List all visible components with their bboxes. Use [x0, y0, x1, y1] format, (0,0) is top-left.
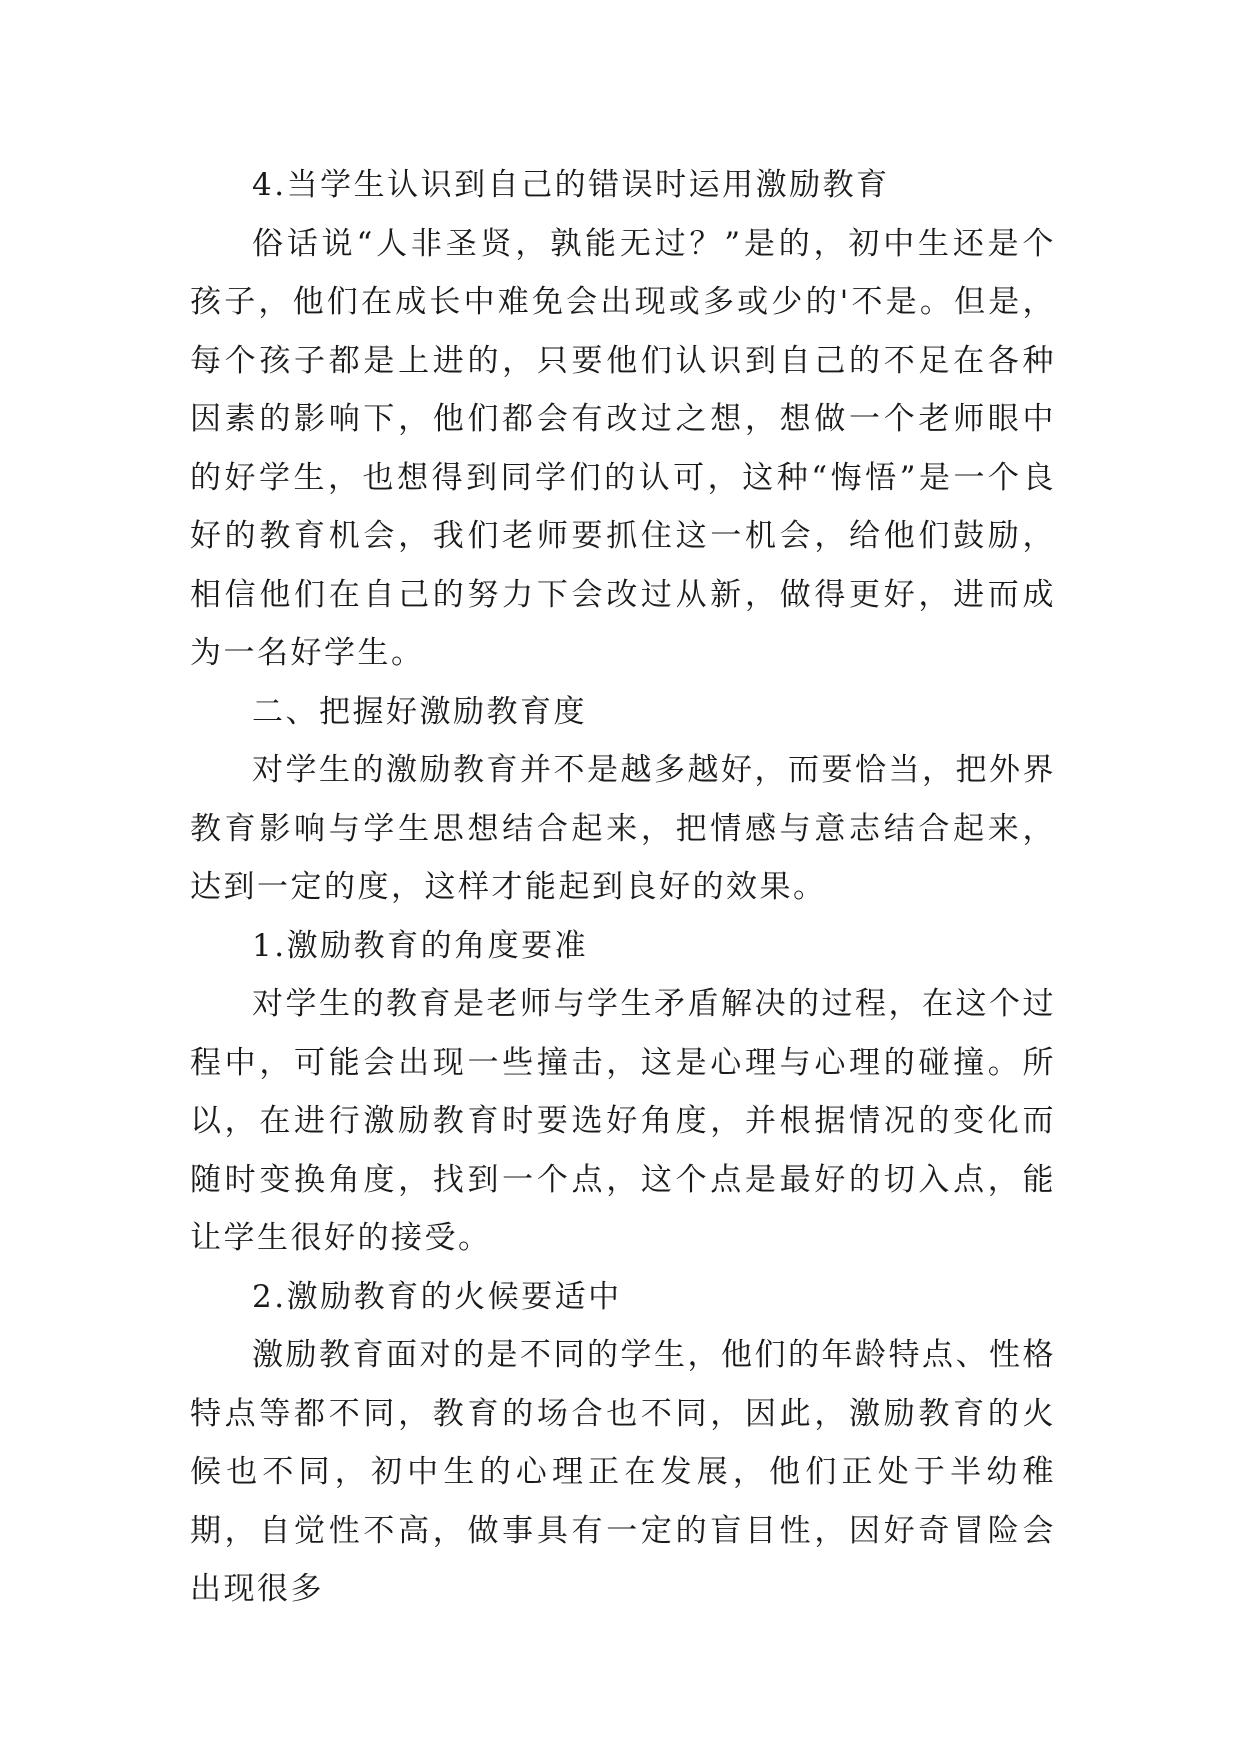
document-page — [190, 156, 1056, 1619]
section-heading-2-timing: 2.激励教育的火候要适中 — [252, 1278, 622, 1315]
section-heading-4-mistakes: 4.当学生认识到自己的错误时运用激励教育 — [252, 167, 890, 203]
paragraph-degree: 对学生的激励教育并不是越多越好，而要恰当，把外界教育影响与学生思想结合起来，把情感与意志结合起来，达到一定的度，这样才能起到良好的效果。 — [190, 752, 1056, 905]
section-heading-1-angle: 1.激励教育的角度要准 — [252, 927, 589, 964]
paragraph-angle: 对学生的教育是老师与学生矛盾解决的过程，在这个过程中，可能会出现一些撞击，这是心理与心理的碰撞。所以，在进行激励教育时要选好角度，并根据情况的变化而随时变换角度，找到一个点，这个点是最好的切入点，能让学生很好的接受。 — [190, 986, 1056, 1256]
paragraph-mistakes: 俗话说“人非圣贤，孰能无过？”是的，初中生还是个孩子，他们在成长中难免会出现或多或少的'不是。但是，每个孩子都是上进的，只要他们认识到自己的不足在各种因素的影响下，他们都会有改过之想，想做一个老师眼中的好学生，也想得到同学们的认可，这种“悔悟”是一个良好的教育机会，我们老师要抓住这一机会，给他们鼓励，相信他们在自己的努力下会改过从新，做得更好，进而成为一名好学生。 — [190, 225, 1056, 671]
paragraph-timing: 激励教育面对的是不同的学生，他们的年龄特点、性格特点等都不同，教育的场合也不同，因此，激励教育的火候也不同，初中生的心理正在发展，他们正处于半幼稚期，自觉性不高，做事具有一定的盲目性，因好奇冒险会出现很多 — [190, 1337, 1056, 1607]
section-heading-degree: 二、把握好激励教育度 — [252, 693, 587, 730]
